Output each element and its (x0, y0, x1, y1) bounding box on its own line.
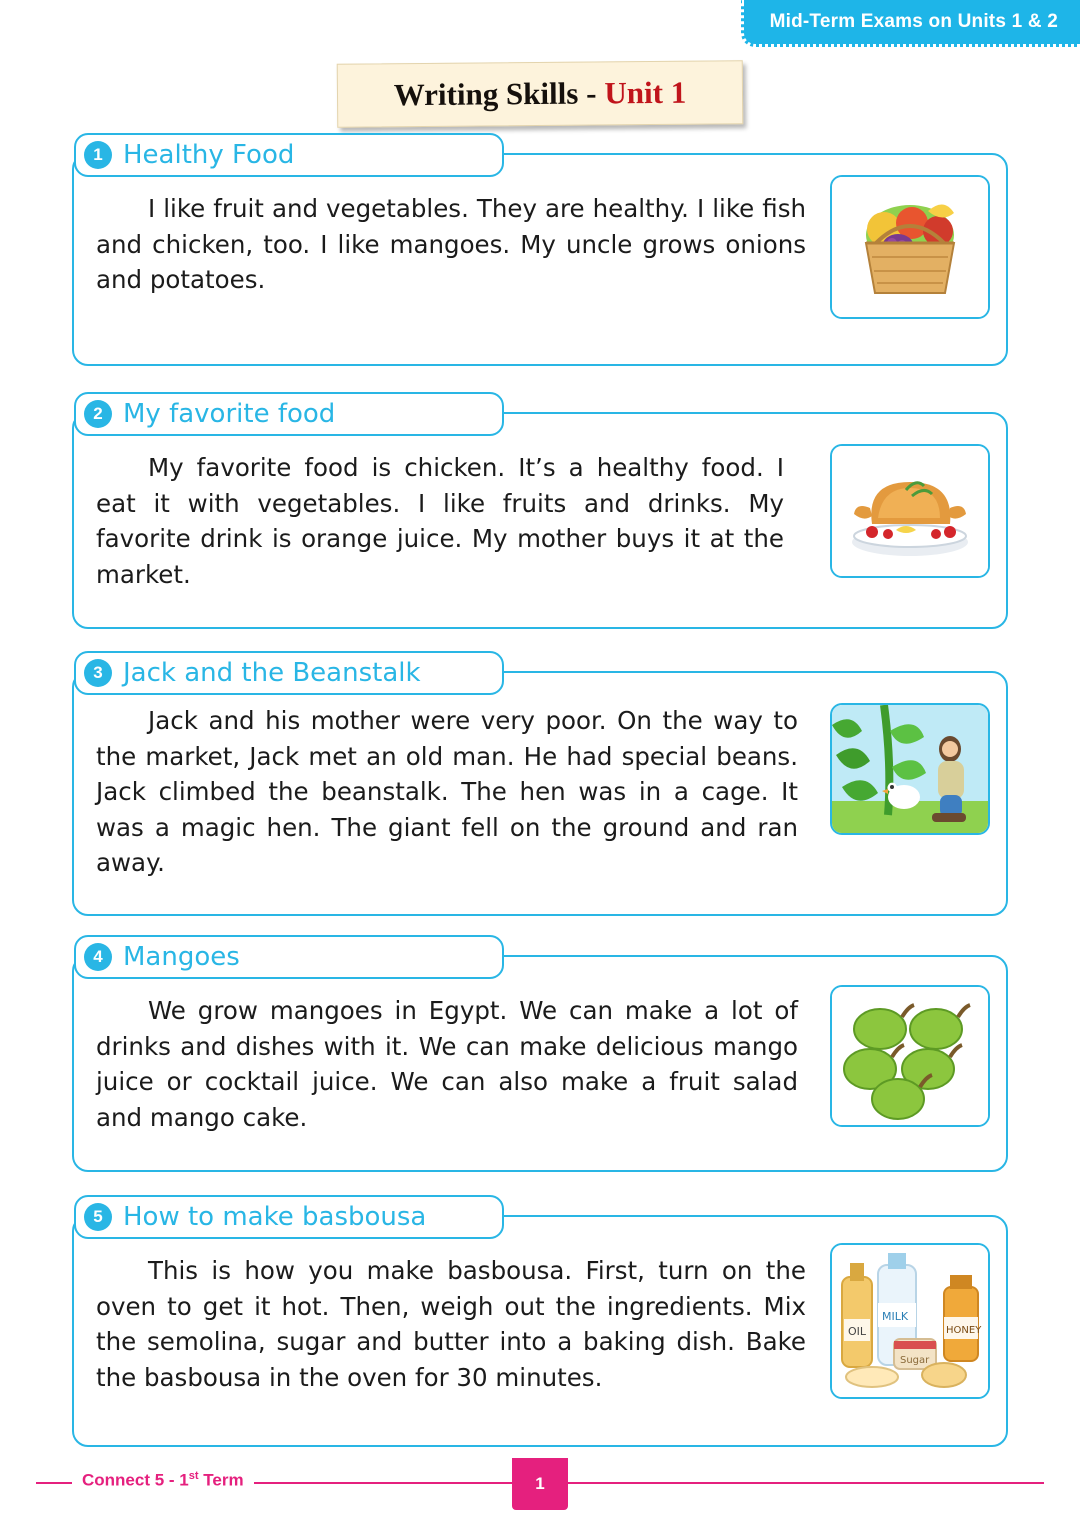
honey-label: HONEY (946, 1325, 982, 1336)
mangoes-icon (832, 987, 988, 1125)
exercise-image-1 (830, 175, 990, 319)
exercise-card-2 (72, 399, 1008, 629)
sugar-label: Sugar (900, 1355, 930, 1366)
exercise-title-3: Jack and the Beanstalk (123, 658, 421, 688)
exercise-card-1 (72, 140, 1008, 366)
page-footer (0, 1458, 1080, 1528)
exercise-number-5: 5 (84, 1203, 112, 1231)
exercise-image-5 (830, 1243, 990, 1399)
exercise-number-2: 2 (84, 400, 112, 428)
exercise-card-5 (72, 1202, 1008, 1447)
exercise-title-1: Healthy Food (123, 140, 295, 170)
exercise-header-2 (74, 392, 504, 436)
exercise-text-1: I like fruit and vegetables. They are healthy. I like fish and chicken, too. I like mangoes. My uncle grows onions and potatoes. (96, 194, 806, 295)
exercise-number-4: 4 (84, 943, 112, 971)
footer-book-sup: st (188, 1470, 199, 1482)
exercise-text-2: My favorite food is chicken. It’s a healthy food. I eat it with vegetables. I like fruits and drinks. My favorite drink is orange juice. My mother buys it at the market. (96, 453, 784, 589)
exercise-image-4 (830, 985, 990, 1127)
oil-label: OIL (848, 1325, 867, 1338)
page-title-accent: Unit 1 (604, 74, 687, 111)
exercise-image-3 (830, 703, 990, 835)
jack-beanstalk-icon (832, 705, 988, 833)
exam-banner (741, 0, 1080, 47)
footer-book-name: Connect 5 - 1 (82, 1470, 189, 1490)
page-number: 1 (512, 1458, 568, 1510)
footer-book-tail: Term (198, 1470, 244, 1490)
fruit-basket-icon (832, 177, 988, 317)
exercise-title-5: How to make basbousa (123, 1202, 427, 1232)
exercise-text-3: Jack and his mother were very poor. On the way to the market, Jack met an old man. He had special beans. Jack climbed the beanstalk. The hen was in a cage. It was a magic hen. The giant fell on the ground and ran away. (96, 706, 798, 878)
exercise-title-4: Mangoes (123, 942, 240, 972)
exercise-image-2 (830, 444, 990, 578)
exercise-text-5: This is how you make basbousa. First, turn on the oven to get it hot. Then, weigh out the ingredients. Mix the semolina, sugar and butter into a baking dish. Bake the basbousa in the oven for 30 minutes. (96, 1256, 806, 1392)
page-title (337, 60, 744, 128)
exercise-card-3 (72, 658, 1008, 916)
exercise-number-1: 1 (84, 141, 112, 169)
exercise-number-3: 3 (84, 659, 112, 687)
roast-chicken-icon (832, 446, 988, 576)
milk-label: MILK (882, 1310, 909, 1323)
baking-ingredients-icon (832, 1245, 988, 1397)
exercise-title-2: My favorite food (123, 399, 336, 429)
exam-banner-label: Mid-Term Exams on Units 1 & 2 (769, 11, 1058, 32)
exercise-card-4 (72, 942, 1008, 1172)
footer-book-label (72, 1470, 254, 1491)
exercise-text-4: We grow mangoes in Egypt. We can make a lot of drinks and dishes with it. We can make delicious mango juice or cocktail juice. We can also make a fruit salad and mango cake. (96, 996, 798, 1132)
page-title-main: Writing Skills - (393, 75, 597, 113)
exercise-header-1 (74, 133, 504, 177)
exercise-header-5 (74, 1195, 504, 1239)
exercise-header-3 (74, 651, 504, 695)
exercise-header-4 (74, 935, 504, 979)
